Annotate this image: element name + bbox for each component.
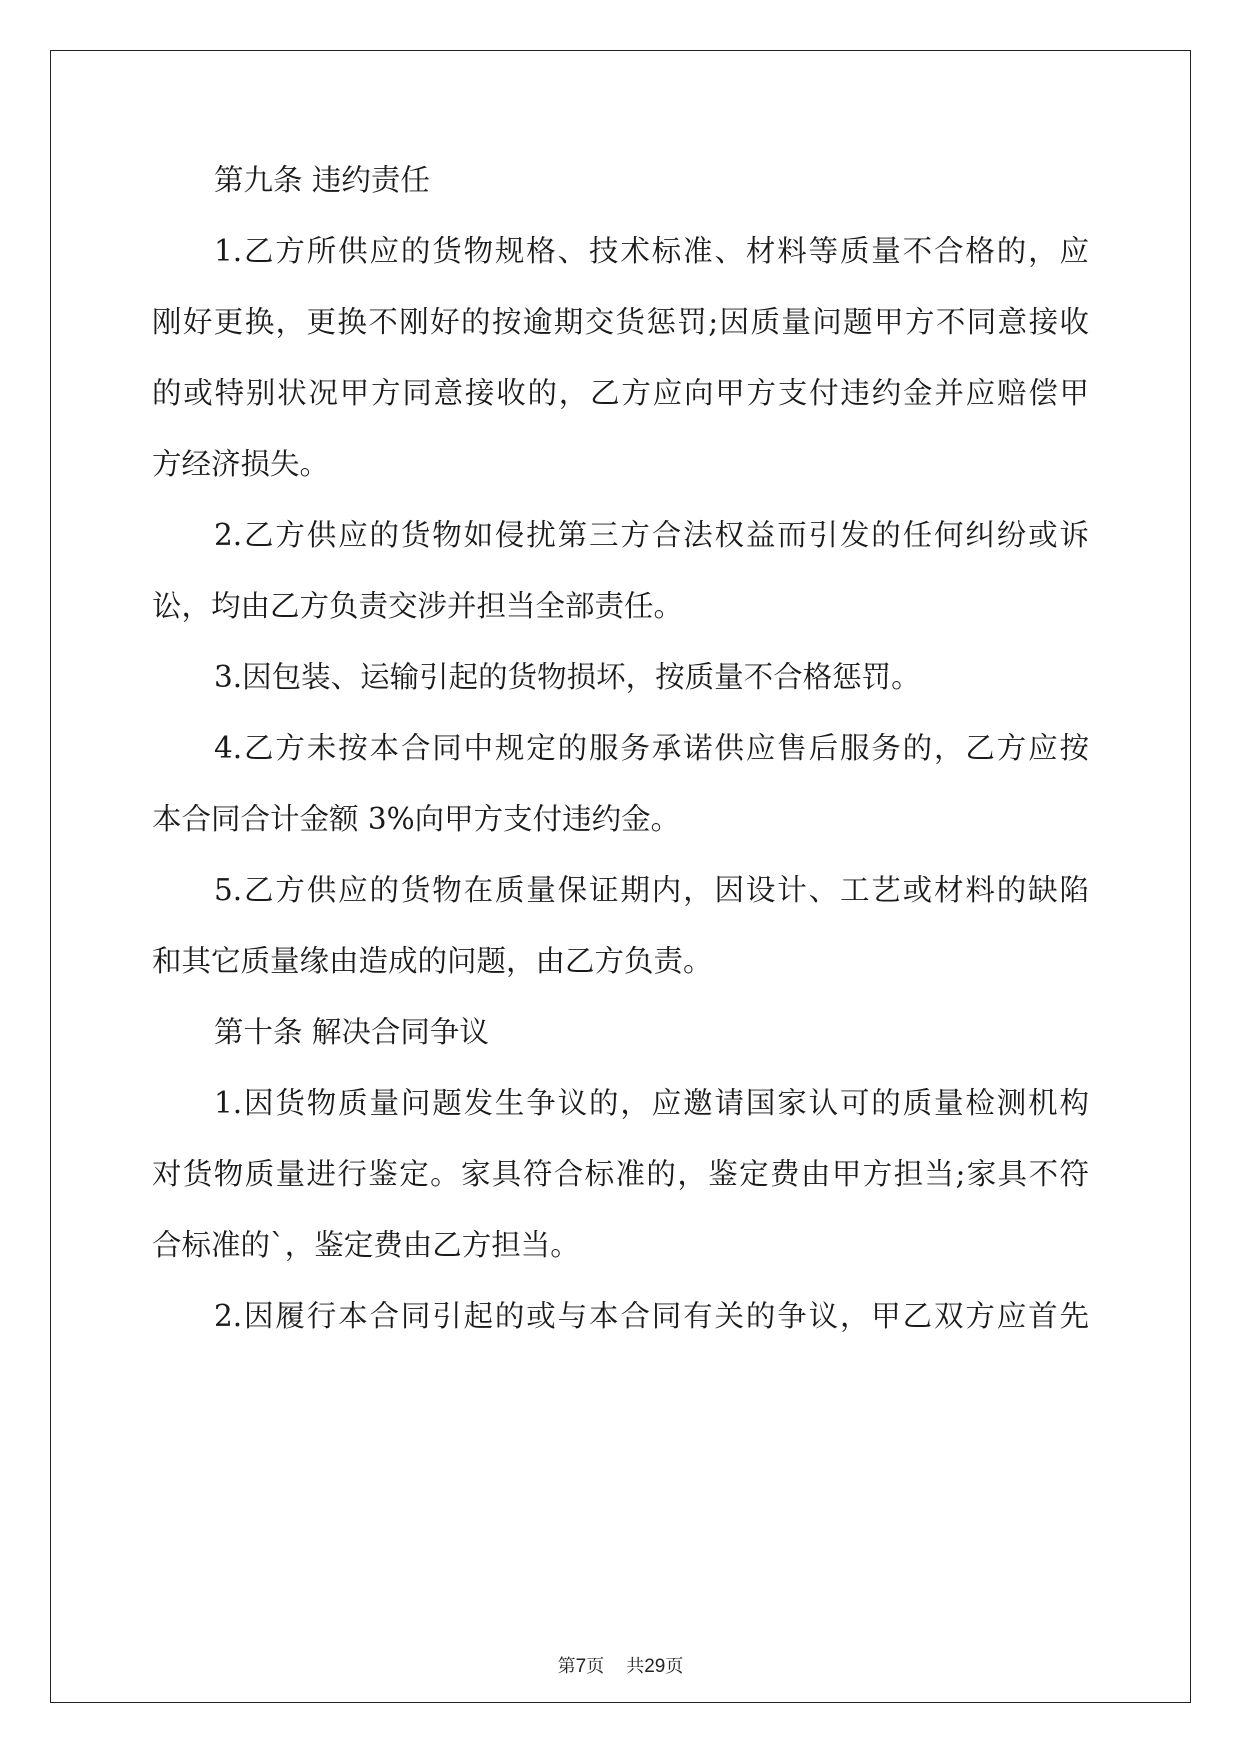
- total-page-number: 29: [644, 1656, 666, 1677]
- footer-suffix: 页: [665, 1656, 684, 1677]
- paragraph-line: 5.乙方供应的货物在质量保证期内，因设计、工艺或材料的缺陷: [214, 873, 1089, 907]
- paragraph-line: 方经济损失。: [152, 447, 330, 481]
- paragraph-line: 4.乙方未按本合同中规定的服务承诺供应售后服务的，乙方应按: [214, 731, 1089, 765]
- page-number-footer: [0, 1655, 1241, 1679]
- paragraph-line: 讼，均由乙方负责交涉并担当全部责任。: [152, 589, 684, 623]
- paragraph-line: 本合同合计金额 3%向甲方支付违约金。: [152, 802, 681, 836]
- paragraph-line: 对货物质量进行鉴定。家具符合标准的，鉴定费由甲方担当;家具不符: [152, 1157, 1089, 1191]
- paragraph-line: 1.乙方所供应的货物规格、技术标准、材料等质量不合格的，应: [214, 234, 1089, 268]
- paragraph-line: 2.因履行本合同引起的或与本合同有关的争议，甲乙双方应首先: [214, 1299, 1089, 1333]
- paragraph-line: 合标准的`，鉴定费由乙方担当。: [152, 1228, 580, 1262]
- paragraph-line: 1.因货物质量问题发生争议的，应邀请国家认可的质量检测机构: [214, 1086, 1089, 1120]
- footer-prefix: 第: [557, 1656, 576, 1677]
- section-heading-article-9: 第九条 违约责任: [214, 163, 430, 197]
- footer-total-prefix: 共: [626, 1656, 645, 1677]
- current-page-number: 7: [575, 1656, 587, 1677]
- paragraph-line: 2.乙方供应的货物如侵扰第三方合法权益而引发的任何纠纷或诉: [214, 518, 1089, 552]
- footer-page-unit: 页: [586, 1656, 605, 1677]
- paragraph-line: 和其它质量缘由造成的问题，由乙方负责。: [152, 944, 713, 978]
- paragraph-line: 刚好更换，更换不刚好的按逾期交货惩罚;因质量问题甲方不同意接收: [152, 305, 1089, 339]
- paragraph-line: 3.因包装、运输引起的货物损坏，按质量不合格惩罚。: [214, 660, 921, 694]
- paragraph-line: 的或特别状况甲方同意接收的，乙方应向甲方支付违约金并应赔偿甲: [152, 376, 1089, 410]
- section-heading-article-10: 第十条 解决合同争议: [214, 1015, 489, 1049]
